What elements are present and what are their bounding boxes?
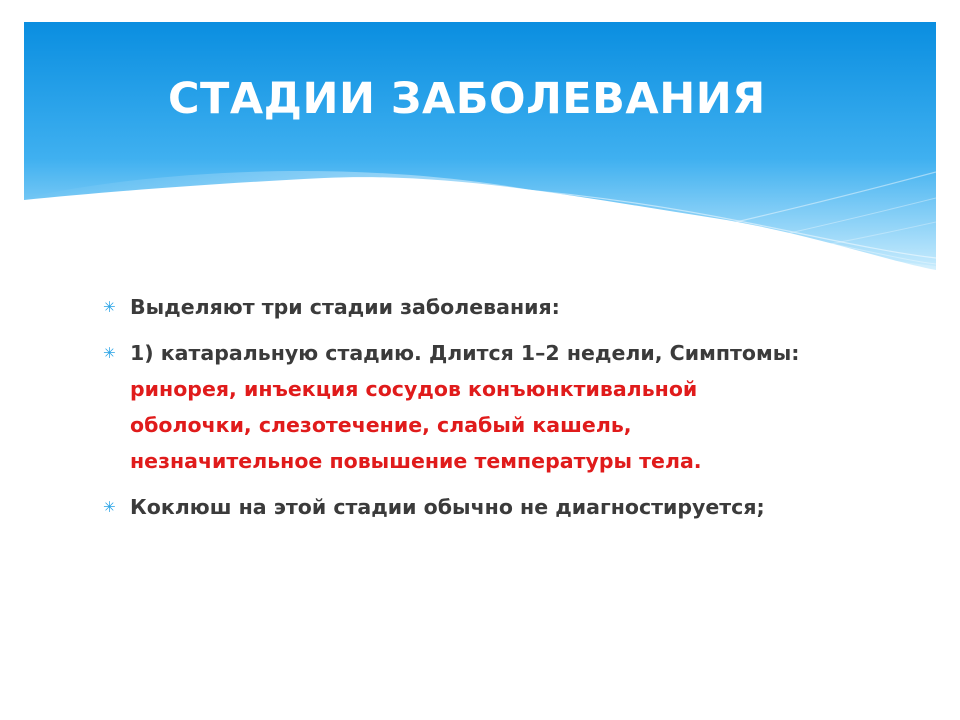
bullet-text: Коклюш на этой стадии обычно не диагностируется; xyxy=(130,495,765,519)
bullet-text: Выделяют три стадии заболевания: xyxy=(130,295,560,319)
bullet-highlight-text: ринорея, инъекция сосудов конъюнктивальной оболочки, слезотечение, слабый кашель, незначительное повышение температуры тела. xyxy=(130,377,702,473)
bullet-item xyxy=(96,489,816,525)
bullet-item xyxy=(96,335,816,479)
asterisk-icon: ✳ xyxy=(103,498,116,516)
asterisk-icon: ✳ xyxy=(103,344,116,362)
slide-title: СТАДИИ ЗАБОЛЕВАНИЯ xyxy=(168,74,766,124)
bullet-list xyxy=(96,289,816,535)
title-banner xyxy=(24,22,936,270)
bullet-text: 1) катаральную стадию. Длится 1–2 недели, Симптомы: xyxy=(130,341,800,365)
asterisk-icon: ✳ xyxy=(103,298,116,316)
bullet-item xyxy=(96,289,816,325)
